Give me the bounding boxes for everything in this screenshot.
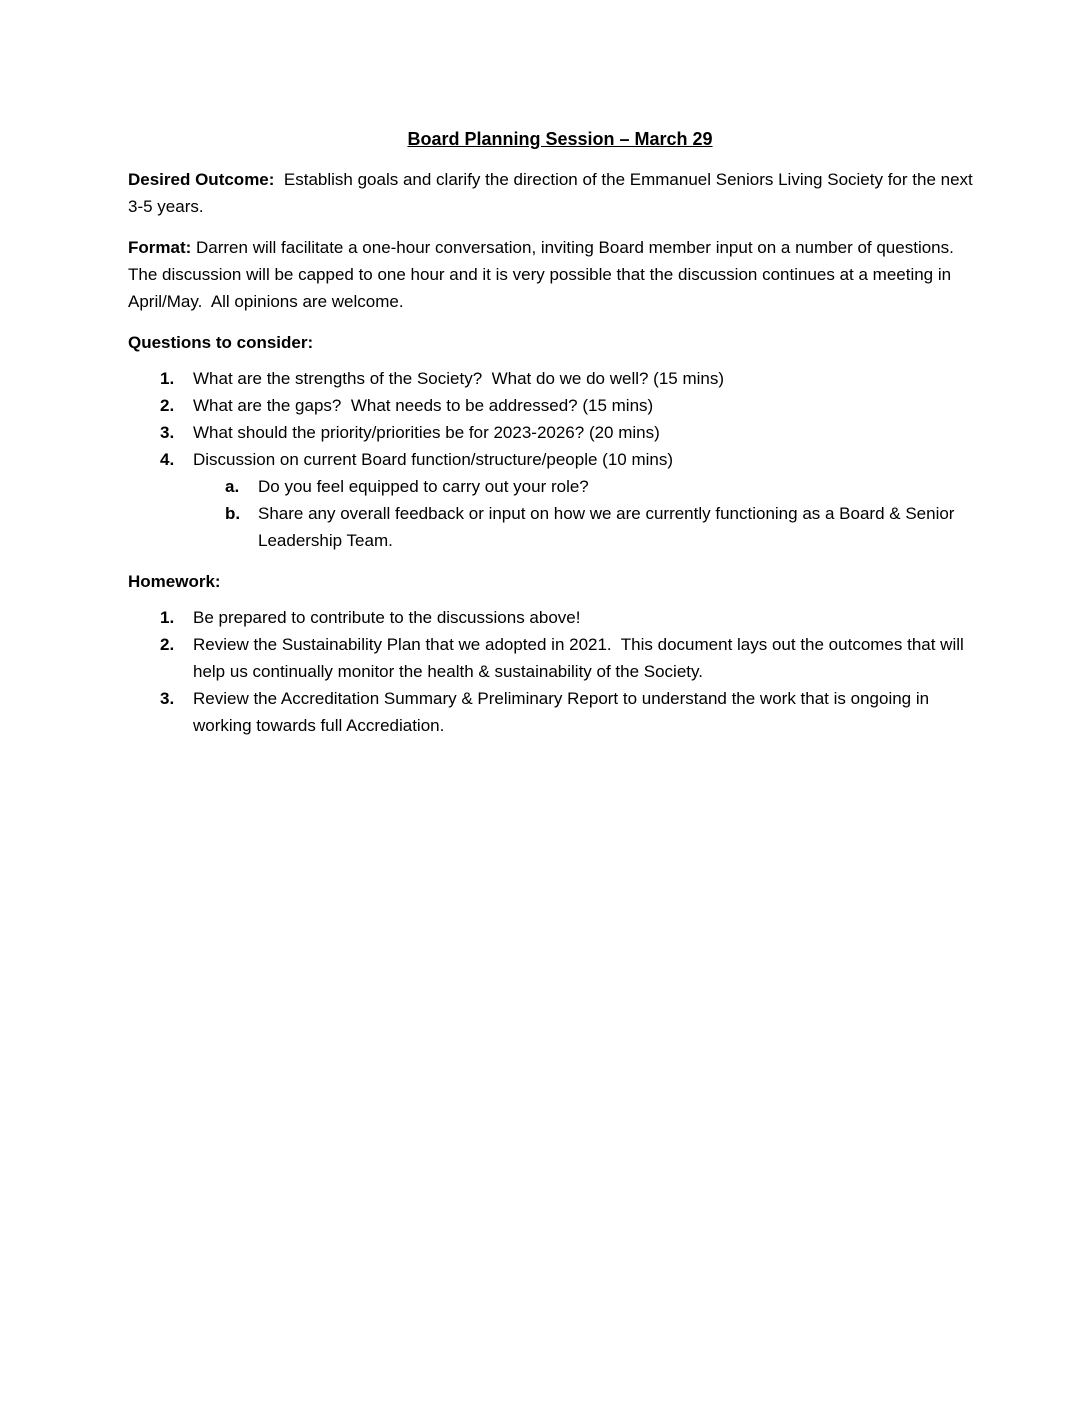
list-item xyxy=(128,392,992,419)
list-item-marker: 1. xyxy=(160,608,175,627)
sub-list-item-marker: a. xyxy=(225,477,240,496)
desired-outcome-text: Establish goals and clarify the direction of the Emmanuel Seniors Living Society for the next 3-5 years. xyxy=(128,170,978,216)
questions-list xyxy=(128,365,992,554)
homework-list xyxy=(128,604,992,739)
list-item-marker: 3. xyxy=(160,689,175,708)
document-title-text: Board Planning Session – March 29 xyxy=(407,129,713,149)
sub-list-item-text: Do you feel equipped to carry out your role? xyxy=(258,477,589,496)
desired-outcome-paragraph xyxy=(128,166,992,220)
list-item-text: Be prepared to contribute to the discussions above! xyxy=(193,608,581,627)
list-item xyxy=(128,631,992,685)
document-title xyxy=(128,126,992,153)
homework-heading: Homework: xyxy=(128,572,221,591)
sub-list-item xyxy=(128,500,992,554)
list-item xyxy=(128,365,992,392)
list-item-text: Discussion on current Board function/structure/people (10 mins) xyxy=(193,450,674,469)
list-item-text: What are the gaps? What needs to be addressed? (15 mins) xyxy=(193,396,654,415)
list-item xyxy=(128,604,992,631)
list-item-marker: 3. xyxy=(160,423,175,442)
list-item-text: What should the priority/priorities be for 2023-2026? (20 mins) xyxy=(193,423,660,442)
list-item-text: What are the strengths of the Society? What do we do well? (15 mins) xyxy=(193,369,725,388)
desired-outcome-label: Desired Outcome: xyxy=(128,170,275,189)
sub-list-item-marker: b. xyxy=(225,504,241,523)
list-item-text: Review the Accreditation Summary & Preliminary Report to understand the work that is ongoing in working towards full Accrediation. xyxy=(193,689,934,735)
format-paragraph xyxy=(128,234,992,315)
sub-list-item xyxy=(128,473,992,500)
format-text: Darren will facilitate a one-hour conversation, inviting Board member input on a number of questions. The discussion will be capped to one hour and it is very possible that the discussion continues at a meeting in April/May. All opinions are welcome. xyxy=(128,238,963,311)
list-item-marker: 1. xyxy=(160,369,175,388)
list-item xyxy=(128,419,992,446)
sub-list-item-text: Share any overall feedback or input on how we are currently functioning as a Board & Senior Leadership Team. xyxy=(258,504,960,550)
list-item xyxy=(128,685,992,739)
format-label: Format: xyxy=(128,238,192,257)
list-item-marker: 2. xyxy=(160,635,175,654)
questions-heading: Questions to consider: xyxy=(128,333,314,352)
list-item-marker: 4. xyxy=(160,450,175,469)
list-item xyxy=(128,446,992,473)
list-item-text: Review the Sustainability Plan that we adopted in 2021. This document lays out the outcomes that will help us continually monitor the health & sustainability of the Society. xyxy=(193,635,969,681)
list-item-marker: 2. xyxy=(160,396,175,415)
